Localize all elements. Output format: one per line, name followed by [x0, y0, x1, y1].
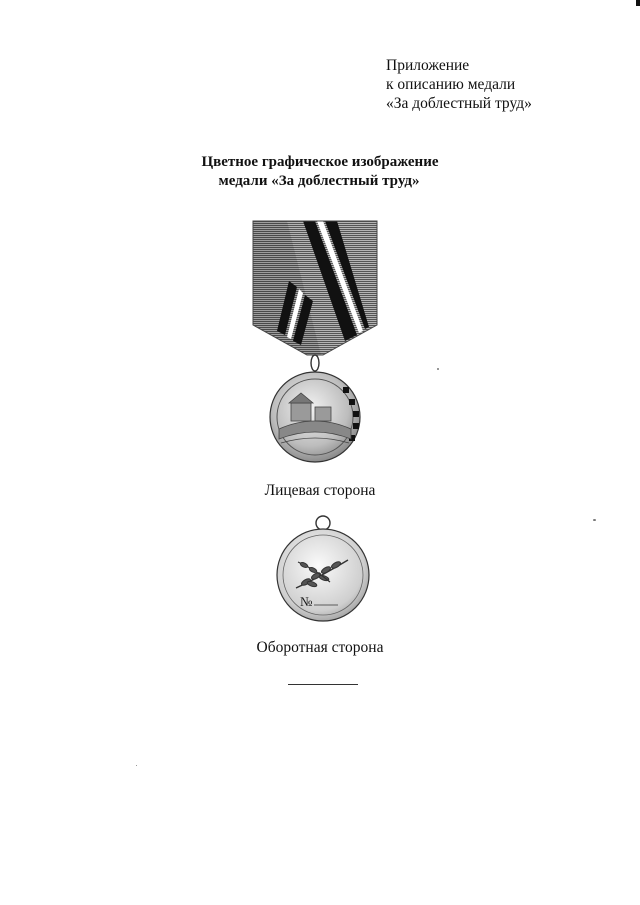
closing-rule: [288, 684, 358, 685]
title-line-2: медали «За доблестный труд»: [218, 173, 420, 189]
appendix-line-2: к описанию медали: [386, 76, 516, 93]
appendix-line-1: Приложение: [386, 57, 470, 74]
medal-back-image: [268, 512, 378, 630]
ribbon: [245, 217, 385, 357]
back-caption: Оборотная сторона: [256, 639, 384, 656]
document-title: [0, 153, 640, 191]
medal-front-image: [245, 217, 385, 467]
scan-speck: [136, 765, 137, 766]
appendix-note: [386, 56, 532, 113]
scan-speck: [437, 368, 439, 370]
front-caption: Лицевая сторона: [264, 482, 376, 499]
scan-speck: [593, 519, 596, 521]
scan-corner-mark: [636, 0, 640, 6]
appendix-line-3: «За доблестный труд»: [386, 95, 532, 112]
title-line-1: Цветное графическое изображение: [201, 154, 439, 170]
number-label: №: [300, 594, 313, 609]
